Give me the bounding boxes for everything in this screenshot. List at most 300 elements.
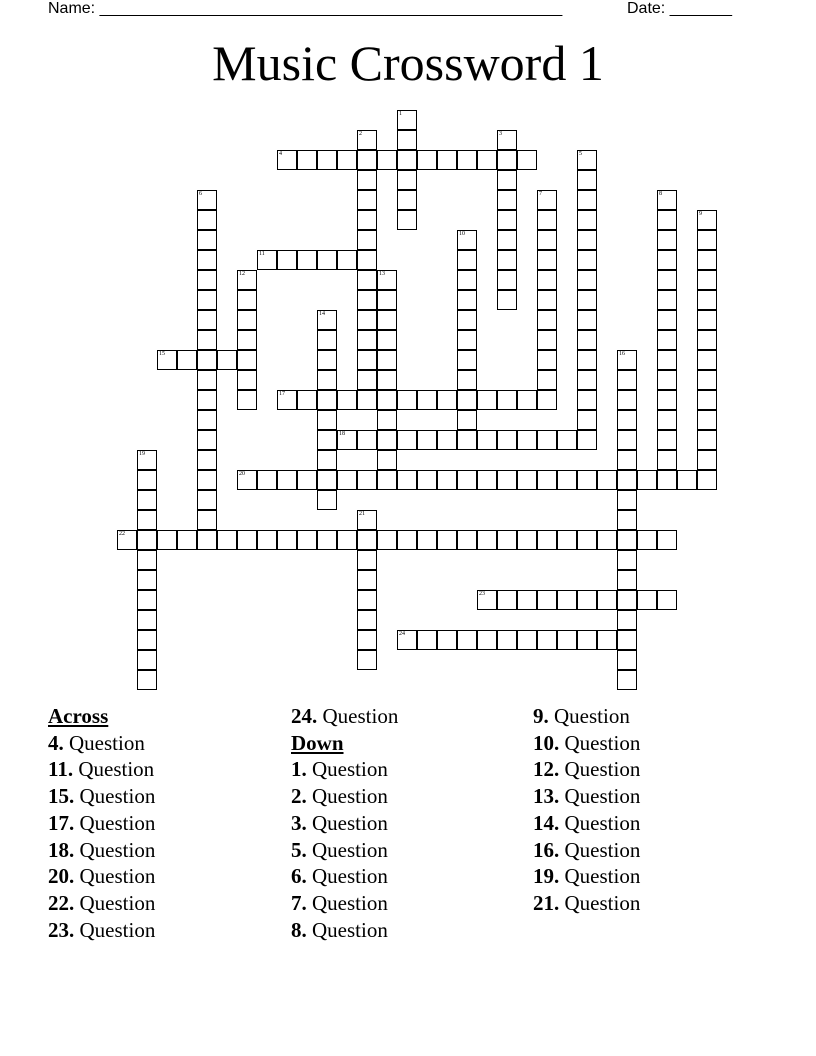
grid-cell[interactable] (237, 470, 257, 490)
grid-cell[interactable] (457, 270, 477, 290)
grid-cell[interactable] (317, 330, 337, 350)
grid-cell[interactable] (137, 490, 157, 510)
grid-cell[interactable] (457, 310, 477, 330)
grid-cell[interactable] (157, 530, 177, 550)
down-clue (291, 890, 531, 917)
grid-cell[interactable] (317, 410, 337, 430)
clue-text: Question (322, 704, 399, 728)
grid-cell[interactable] (197, 410, 217, 430)
clue-number-label: 11 (259, 251, 265, 257)
grid-cell[interactable] (357, 310, 377, 330)
grid-cell[interactable] (357, 630, 377, 650)
grid-cell[interactable] (577, 430, 597, 450)
grid-cell[interactable] (457, 330, 477, 350)
grid-cell[interactable] (197, 530, 217, 550)
grid-cell[interactable] (297, 250, 317, 270)
grid-cell[interactable] (497, 390, 517, 410)
grid-cell[interactable] (657, 290, 677, 310)
grid-cell[interactable] (197, 230, 217, 250)
grid-cell[interactable] (657, 530, 677, 550)
grid-cell[interactable] (257, 250, 277, 270)
grid-cell[interactable] (137, 650, 157, 670)
grid-cell[interactable] (237, 350, 257, 370)
grid-cell[interactable] (697, 330, 717, 350)
grid-cell[interactable] (397, 170, 417, 190)
grid-cell[interactable] (697, 390, 717, 410)
date-field-label[interactable]: Date: _______ (627, 0, 732, 17)
grid-cell[interactable] (577, 470, 597, 490)
name-field-label[interactable]: Name: ____________________________________________________ (48, 0, 563, 17)
grid-cell[interactable] (197, 390, 217, 410)
grid-cell[interactable] (417, 390, 437, 410)
grid-cell[interactable] (377, 330, 397, 350)
grid-cell[interactable] (577, 210, 597, 230)
grid-cell[interactable] (137, 590, 157, 610)
grid-cell[interactable] (197, 250, 217, 270)
clue-number-label: 1 (399, 111, 402, 117)
grid-cell[interactable] (317, 470, 337, 490)
grid-cell[interactable] (397, 430, 417, 450)
grid-cell[interactable] (417, 530, 437, 550)
grid-cell[interactable] (397, 150, 417, 170)
grid-cell[interactable] (357, 130, 377, 150)
grid-cell[interactable] (377, 350, 397, 370)
grid-cell[interactable] (617, 430, 637, 450)
clue-number-label: 5 (579, 151, 582, 157)
grid-cell[interactable] (397, 630, 417, 650)
grid-cell[interactable] (637, 530, 657, 550)
grid-cell[interactable] (357, 210, 377, 230)
grid-cell[interactable] (497, 250, 517, 270)
grid-cell[interactable] (337, 430, 357, 450)
grid-cell[interactable] (457, 390, 477, 410)
grid-cell[interactable] (197, 270, 217, 290)
grid-cell[interactable] (577, 310, 597, 330)
grid-cell[interactable] (537, 330, 557, 350)
grid-cell[interactable] (297, 530, 317, 550)
clue-number: 20. (48, 864, 75, 889)
grid-cell[interactable] (537, 190, 557, 210)
grid-cell[interactable] (377, 370, 397, 390)
grid-cell[interactable] (497, 470, 517, 490)
grid-cell[interactable] (637, 470, 657, 490)
grid-cell[interactable] (417, 630, 437, 650)
grid-cell[interactable] (537, 350, 557, 370)
grid-cell[interactable] (477, 630, 497, 650)
grid-cell[interactable] (397, 130, 417, 150)
grid-cell[interactable] (617, 610, 637, 630)
grid-cell[interactable] (657, 430, 677, 450)
grid-cell[interactable] (697, 430, 717, 450)
grid-cell[interactable] (657, 370, 677, 390)
grid-cell[interactable] (317, 370, 337, 390)
grid-cell[interactable] (657, 230, 677, 250)
grid-cell[interactable] (357, 230, 377, 250)
grid-cell[interactable] (497, 210, 517, 230)
grid-cell[interactable] (137, 570, 157, 590)
grid-cell[interactable] (397, 190, 417, 210)
grid-cell[interactable] (517, 390, 537, 410)
grid-cell[interactable] (557, 590, 577, 610)
grid-cell[interactable] (257, 530, 277, 550)
grid-cell[interactable] (277, 150, 297, 170)
grid-cell[interactable] (357, 170, 377, 190)
grid-cell[interactable] (617, 530, 637, 550)
grid-cell[interactable] (457, 290, 477, 310)
across-heading: Across (48, 704, 109, 728)
grid-cell[interactable] (457, 630, 477, 650)
grid-cell[interactable] (197, 350, 217, 370)
grid-cell[interactable] (237, 270, 257, 290)
grid-cell[interactable] (137, 450, 157, 470)
grid-cell[interactable] (537, 250, 557, 270)
grid-cell[interactable] (457, 410, 477, 430)
grid-cell[interactable] (137, 550, 157, 570)
grid-cell[interactable] (617, 390, 637, 410)
grid-cell[interactable] (357, 590, 377, 610)
grid-cell[interactable] (617, 370, 637, 390)
grid-cell[interactable] (577, 350, 597, 370)
grid-cell[interactable] (537, 430, 557, 450)
grid-cell[interactable] (497, 430, 517, 450)
grid-cell[interactable] (517, 150, 537, 170)
grid-cell[interactable] (517, 530, 537, 550)
grid-cell[interactable] (577, 170, 597, 190)
grid-cell[interactable] (657, 310, 677, 330)
grid-cell[interactable] (397, 390, 417, 410)
grid-cell[interactable] (497, 170, 517, 190)
grid-cell[interactable] (637, 590, 657, 610)
grid-cell[interactable] (497, 230, 517, 250)
grid-cell[interactable] (357, 430, 377, 450)
grid-cell[interactable] (657, 590, 677, 610)
grid-cell[interactable] (577, 590, 597, 610)
clue-text: Question (79, 917, 156, 942)
grid-cell[interactable] (697, 310, 717, 330)
grid-cell[interactable] (617, 490, 637, 510)
grid-cell[interactable] (357, 610, 377, 630)
grid-cell[interactable] (397, 530, 417, 550)
grid-cell[interactable] (357, 510, 377, 530)
grid-cell[interactable] (197, 510, 217, 530)
clue-number: 7. (291, 890, 307, 915)
grid-cell[interactable] (457, 370, 477, 390)
grid-cell[interactable] (137, 630, 157, 650)
clue-text: Question (312, 864, 388, 889)
grid-cell[interactable] (317, 250, 337, 270)
grid-cell[interactable] (237, 290, 257, 310)
grid-cell[interactable] (617, 670, 637, 690)
grid-cell[interactable] (697, 210, 717, 230)
grid-cell[interactable] (297, 390, 317, 410)
clue-number: 5. (291, 837, 307, 862)
grid-cell[interactable] (417, 470, 437, 490)
grid-cell[interactable] (477, 150, 497, 170)
grid-cell[interactable] (437, 470, 457, 490)
clue-text: Question (564, 864, 641, 889)
grid-cell[interactable] (377, 270, 397, 290)
grid-cell[interactable] (577, 230, 597, 250)
grid-cell[interactable] (197, 450, 217, 470)
grid-cell[interactable] (537, 290, 557, 310)
grid-cell[interactable] (237, 310, 257, 330)
grid-cell[interactable] (317, 490, 337, 510)
grid-cell[interactable] (617, 570, 637, 590)
grid-cell[interactable] (377, 470, 397, 490)
grid-cell[interactable] (137, 670, 157, 690)
grid-cell[interactable] (497, 270, 517, 290)
grid-cell[interactable] (217, 350, 237, 370)
clue-number-label: 18 (339, 431, 345, 437)
grid-cell[interactable] (337, 390, 357, 410)
grid-cell[interactable] (697, 370, 717, 390)
grid-cell[interactable] (537, 310, 557, 330)
grid-cell[interactable] (297, 470, 317, 490)
grid-cell[interactable] (357, 190, 377, 210)
grid-cell[interactable] (697, 350, 717, 370)
grid-cell[interactable] (617, 410, 637, 430)
grid-cell[interactable] (557, 630, 577, 650)
grid-cell[interactable] (417, 150, 437, 170)
grid-cell[interactable] (697, 290, 717, 310)
grid-cell[interactable] (577, 290, 597, 310)
grid-cell[interactable] (437, 430, 457, 450)
grid-cell[interactable] (197, 470, 217, 490)
grid-cell[interactable] (357, 390, 377, 410)
grid-cell[interactable] (377, 150, 397, 170)
grid-cell[interactable] (537, 530, 557, 550)
grid-cell[interactable] (317, 430, 337, 450)
grid-cell[interactable] (437, 150, 457, 170)
grid-cell[interactable] (317, 150, 337, 170)
grid-cell[interactable] (377, 450, 397, 470)
grid-cell[interactable] (577, 390, 597, 410)
grid-cell[interactable] (197, 370, 217, 390)
grid-cell[interactable] (237, 530, 257, 550)
grid-cell[interactable] (617, 350, 637, 370)
grid-cell[interactable] (497, 530, 517, 550)
grid-cell[interactable] (357, 290, 377, 310)
grid-cell[interactable] (397, 470, 417, 490)
grid-cell[interactable] (377, 290, 397, 310)
grid-cell[interactable] (537, 590, 557, 610)
grid-cell[interactable] (577, 250, 597, 270)
grid-cell[interactable] (517, 630, 537, 650)
grid-cell[interactable] (617, 510, 637, 530)
grid-cell[interactable] (317, 390, 337, 410)
grid-cell[interactable] (217, 530, 237, 550)
grid-cell[interactable] (477, 430, 497, 450)
grid-cell[interactable] (577, 370, 597, 390)
grid-cell[interactable] (517, 590, 537, 610)
grid-cell[interactable] (357, 250, 377, 270)
grid-cell[interactable] (197, 330, 217, 350)
grid-cell[interactable] (657, 350, 677, 370)
grid-cell[interactable] (477, 590, 497, 610)
clue-text: Question (79, 890, 156, 915)
grid-cell[interactable] (697, 410, 717, 430)
grid-cell[interactable] (597, 530, 617, 550)
grid-cell[interactable] (137, 610, 157, 630)
grid-cell[interactable] (657, 210, 677, 230)
grid-cell[interactable] (277, 390, 297, 410)
grid-cell[interactable] (117, 530, 137, 550)
grid-cell[interactable] (537, 470, 557, 490)
clue-number: 24. (291, 704, 318, 728)
grid-cell[interactable] (237, 390, 257, 410)
grid-cell[interactable] (657, 190, 677, 210)
grid-cell[interactable] (337, 470, 357, 490)
grid-cell[interactable] (197, 210, 217, 230)
grid-cell[interactable] (317, 350, 337, 370)
grid-cell[interactable] (557, 530, 577, 550)
grid-cell[interactable] (197, 310, 217, 330)
grid-cell[interactable] (237, 370, 257, 390)
grid-cell[interactable] (357, 270, 377, 290)
grid-cell[interactable] (357, 570, 377, 590)
grid-cell[interactable] (617, 550, 637, 570)
grid-cell[interactable] (377, 310, 397, 330)
grid-cell[interactable] (557, 430, 577, 450)
grid-cell[interactable] (177, 530, 197, 550)
grid-cell[interactable] (577, 270, 597, 290)
grid-cell[interactable] (657, 390, 677, 410)
grid-cell[interactable] (617, 630, 637, 650)
grid-cell[interactable] (597, 590, 617, 610)
grid-cell[interactable] (237, 330, 257, 350)
grid-cell[interactable] (337, 250, 357, 270)
grid-cell[interactable] (577, 150, 597, 170)
grid-cell[interactable] (617, 650, 637, 670)
grid-cell[interactable] (697, 230, 717, 250)
grid-cell[interactable] (337, 530, 357, 550)
grid-cell[interactable] (497, 150, 517, 170)
grid-cell[interactable] (577, 330, 597, 350)
grid-cell[interactable] (577, 190, 597, 210)
grid-cell[interactable] (697, 470, 717, 490)
grid-cell[interactable] (697, 450, 717, 470)
grid-cell[interactable] (337, 150, 357, 170)
grid-cell[interactable] (377, 530, 397, 550)
grid-cell[interactable] (537, 390, 557, 410)
grid-cell[interactable] (597, 470, 617, 490)
grid-cell[interactable] (477, 390, 497, 410)
grid-cell[interactable] (657, 410, 677, 430)
grid-cell[interactable] (657, 270, 677, 290)
grid-cell[interactable] (397, 110, 417, 130)
grid-cell[interactable] (357, 530, 377, 550)
grid-cell[interactable] (417, 430, 437, 450)
grid-cell[interactable] (577, 630, 597, 650)
grid-cell[interactable] (697, 270, 717, 290)
grid-cell[interactable] (477, 530, 497, 550)
grid-cell[interactable] (357, 650, 377, 670)
grid-cell[interactable] (537, 270, 557, 290)
grid-cell[interactable] (697, 250, 717, 270)
grid-cell[interactable] (197, 190, 217, 210)
grid-cell[interactable] (617, 450, 637, 470)
grid-cell[interactable] (317, 530, 337, 550)
grid-cell[interactable] (617, 470, 637, 490)
clue-number: 21. (533, 890, 560, 915)
grid-cell[interactable] (377, 430, 397, 450)
grid-cell[interactable] (457, 250, 477, 270)
grid-cell[interactable] (577, 530, 597, 550)
grid-cell[interactable] (497, 190, 517, 210)
grid-cell[interactable] (197, 430, 217, 450)
grid-cell[interactable] (357, 370, 377, 390)
grid-cell[interactable] (257, 470, 277, 490)
grid-cell[interactable] (437, 630, 457, 650)
grid-cell[interactable] (437, 530, 457, 550)
grid-cell[interactable] (177, 350, 197, 370)
grid-cell[interactable] (477, 470, 497, 490)
grid-cell[interactable] (677, 470, 697, 490)
grid-cell[interactable] (617, 590, 637, 610)
grid-cell[interactable] (537, 630, 557, 650)
grid-cell[interactable] (517, 430, 537, 450)
grid-cell[interactable] (517, 470, 537, 490)
clues-column-1 (48, 703, 288, 943)
grid-cell[interactable] (497, 130, 517, 150)
grid-cell[interactable] (457, 230, 477, 250)
grid-cell[interactable] (277, 470, 297, 490)
grid-cell[interactable] (657, 470, 677, 490)
grid-cell[interactable] (457, 530, 477, 550)
grid-cell[interactable] (537, 210, 557, 230)
clue-number: 2. (291, 784, 307, 809)
grid-cell[interactable] (277, 530, 297, 550)
grid-cell[interactable] (657, 450, 677, 470)
grid-cell[interactable] (157, 350, 177, 370)
grid-cell[interactable] (457, 150, 477, 170)
grid-cell[interactable] (317, 450, 337, 470)
grid-cell[interactable] (357, 350, 377, 370)
grid-cell[interactable] (297, 150, 317, 170)
grid-cell[interactable] (377, 390, 397, 410)
grid-cell[interactable] (657, 250, 677, 270)
grid-cell[interactable] (457, 430, 477, 450)
grid-cell[interactable] (277, 250, 297, 270)
grid-cell[interactable] (597, 630, 617, 650)
grid-cell[interactable] (497, 290, 517, 310)
grid-cell[interactable] (357, 150, 377, 170)
grid-cell[interactable] (137, 470, 157, 490)
grid-cell[interactable] (537, 230, 557, 250)
grid-cell[interactable] (357, 550, 377, 570)
grid-cell[interactable] (457, 350, 477, 370)
down-clue (533, 890, 773, 917)
grid-cell[interactable] (497, 630, 517, 650)
grid-cell[interactable] (197, 490, 217, 510)
grid-cell[interactable] (137, 510, 157, 530)
grid-cell[interactable] (577, 410, 597, 430)
grid-cell[interactable] (377, 410, 397, 430)
grid-cell[interactable] (357, 330, 377, 350)
grid-cell[interactable] (397, 210, 417, 230)
grid-cell[interactable] (557, 470, 577, 490)
grid-cell[interactable] (137, 530, 157, 550)
grid-cell[interactable] (357, 470, 377, 490)
grid-cell[interactable] (317, 310, 337, 330)
grid-cell[interactable] (197, 290, 217, 310)
clue-number: 12. (533, 757, 560, 782)
grid-cell[interactable] (537, 370, 557, 390)
grid-cell[interactable] (497, 590, 517, 610)
grid-cell[interactable] (457, 470, 477, 490)
grid-cell[interactable] (657, 330, 677, 350)
grid-cell[interactable] (437, 390, 457, 410)
